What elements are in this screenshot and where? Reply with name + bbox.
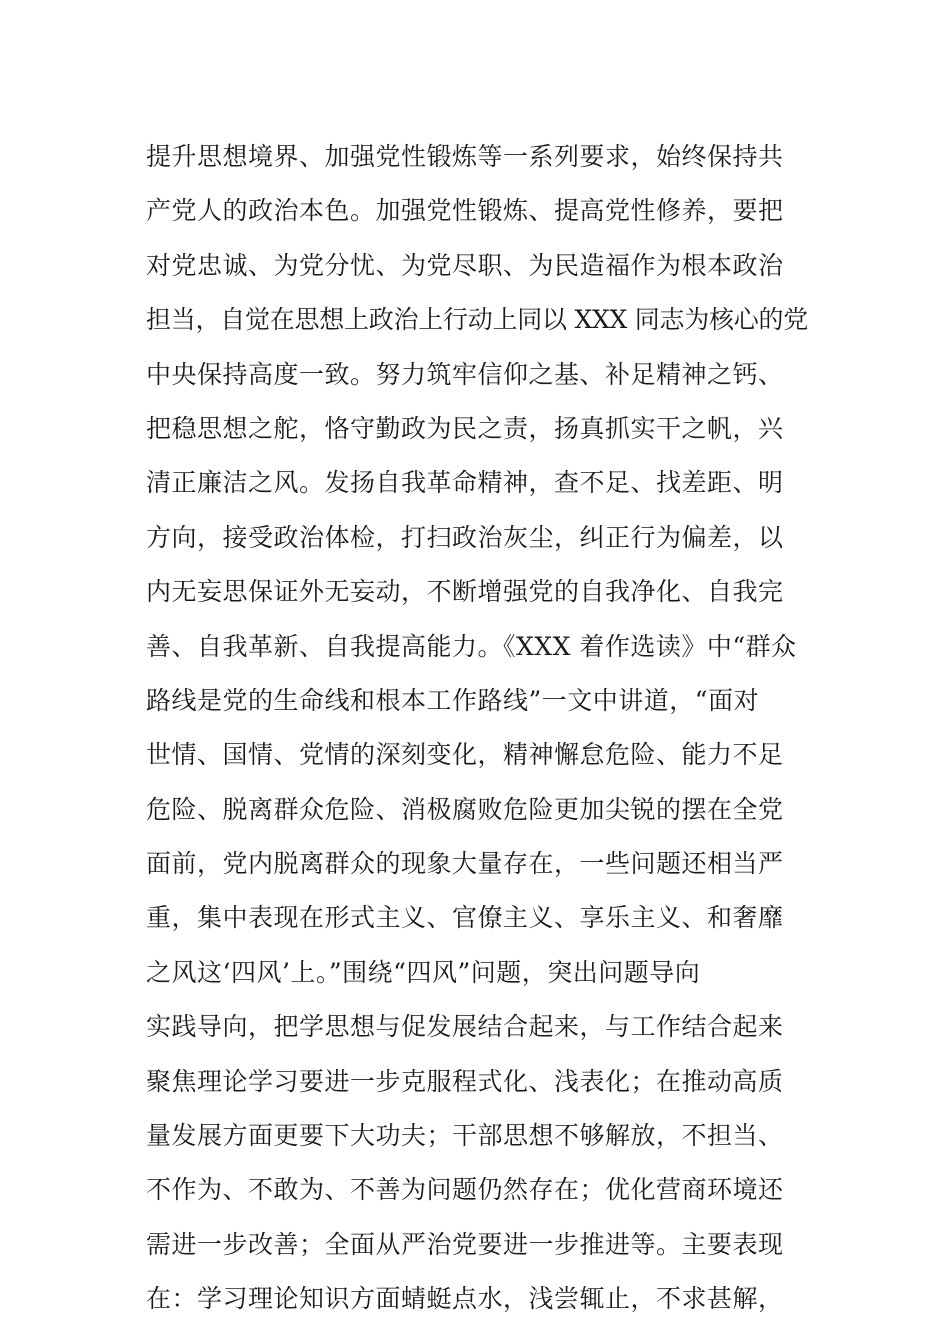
body-text bbox=[146, 130, 814, 1327]
text-line: 之风这‘四风’上。”围绕“四风”问题，突出问题导向 bbox=[146, 957, 701, 987]
text-line: 清正廉洁之风。发扬自我革命精神，查不足、找差距、明 bbox=[146, 468, 784, 498]
text-line: 内无妄思保证外无妄动，不断增强党的自我净化、自我完 bbox=[146, 577, 784, 607]
text-line: 担当，自觉在思想上政治上行动上同以 XXX 同志为核心的党 bbox=[146, 305, 809, 335]
text-line: 产党人的政治本色。加强党性锻炼、提高党性修养，要把 bbox=[146, 196, 784, 226]
text-line: 聚焦理论学习要进一步克服程式化、浅表化；在推动高质 bbox=[146, 1066, 784, 1096]
text-line: 善、自我革新、自我提高能力。《XXX 着作选读》中“群众 bbox=[146, 631, 797, 661]
text-line: 在：学习理论知识方面蜻蜓点水，浅尝辄止，不求甚解， bbox=[146, 1284, 784, 1314]
text-line: 方向，接受政治体检，打扫政治灰尘，纠正行为偏差，以 bbox=[146, 522, 784, 552]
text-line: 提升思想境界、加强党性锻炼等一系列要求，始终保持共 bbox=[146, 142, 784, 171]
text-line: 对党忠诚、为党分忧、为党尽职、为民造福作为根本政治 bbox=[146, 250, 784, 280]
text-line: 量发展方面更要下大功夫；干部思想不够解放，不担当、 bbox=[146, 1121, 784, 1151]
text-line: 重，集中表现在形式主义、官僚主义、享乐主义、和奢靡 bbox=[146, 903, 784, 933]
text-line: 不作为、不敢为、不善为问题仍然存在；优化营商环境还 bbox=[146, 1175, 784, 1205]
text-line: 把稳思想之舵，恪守勤政为民之责，扬真抓实干之帆，兴 bbox=[146, 413, 784, 443]
text-line: 实践导向，把学思想与促发展结合起来，与工作结合起来 bbox=[146, 1012, 784, 1042]
text-line: 路线是党的生命线和根本工作路线”一文中讲道，“面对 bbox=[146, 685, 760, 715]
text-line: 中央保持高度一致。努力筑牢信仰之基、补足精神之钙、 bbox=[146, 359, 784, 389]
text-line: 需进一步改善；全面从严治党要进一步推进等。主要表现 bbox=[146, 1229, 784, 1259]
text-line: 世情、国情、党情的深刻变化，精神懈怠危险、能力不足 bbox=[146, 740, 784, 770]
text-line: 面前，党内脱离群众的现象大量存在，一些问题还相当严 bbox=[146, 849, 784, 879]
text-line: 危险、脱离群众危险、消极腐败危险更加尖锐的摆在全党 bbox=[146, 794, 784, 824]
